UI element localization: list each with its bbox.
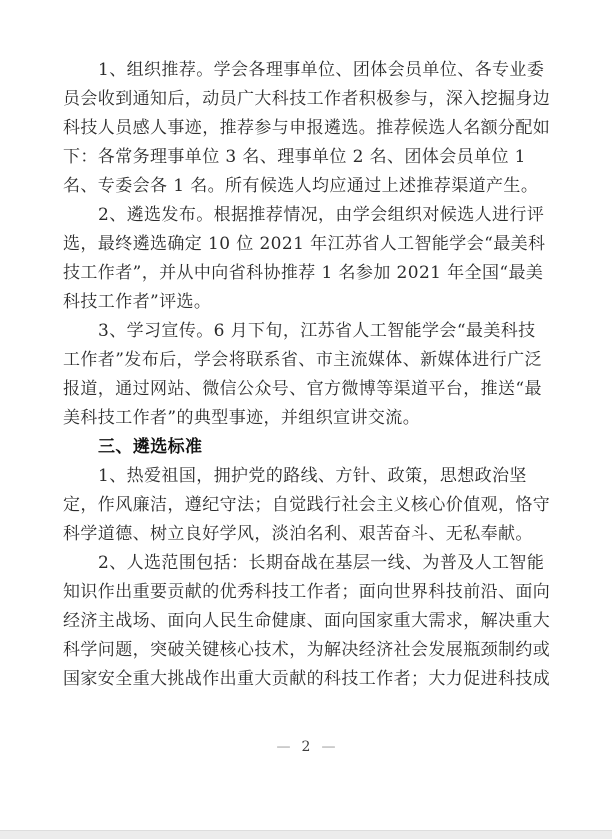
paragraph	[63, 201, 555, 317]
page-footer	[0, 736, 612, 758]
paragraph	[63, 317, 555, 433]
text-line: 名、专委会各 1 名。所有候选人均应通过上述推荐渠道产生。	[63, 176, 539, 196]
text-line: 国家安全重大挑战作出重大贡献的科技工作者；大力促进科技成	[63, 669, 551, 689]
text-line: 经济主战场、面向人民生命健康、面向国家重大需求，解决重大	[63, 611, 551, 631]
text-line: 1、组织推荐。学会各理事单位、团体会员单位、各专业委	[98, 60, 545, 80]
text-line: 2、人选范围包括：长期奋战在基层一线、为普及人工智能	[98, 553, 545, 573]
paragraph	[63, 549, 555, 694]
text-line: 知识作出重要贡献的优秀科技工作者；面向世界科技前沿、面向	[63, 582, 551, 602]
page-number: 2	[301, 739, 311, 755]
footer-left-dash: —	[276, 739, 291, 755]
text-line: 下：各常务理事单位 3 名、理事单位 2 名、团体会员单位 1	[63, 147, 526, 167]
text-line: 2、遴选发布。根据推荐情况，由学会组织对候选人进行评	[98, 205, 545, 225]
document-body	[63, 56, 555, 694]
section-heading	[63, 433, 555, 462]
text-line: 技工作者”，并从中向省科协推荐 1 名参加 2021 年全国“最美	[63, 263, 544, 283]
text-line: 科技人员感人事迹，推荐参与申报遴选。推荐候选人名额分配如	[63, 118, 551, 138]
text-line: 美科技工作者”的典型事迹，并组织宣讲交流。	[63, 408, 421, 428]
viewer-bottom-edge	[0, 830, 612, 839]
text-line: 三、遴选标准	[98, 437, 203, 457]
text-line: 定，作风廉洁，遵纪守法；自觉践行社会主义核心价值观，恪守	[63, 495, 551, 515]
paragraph	[63, 462, 555, 549]
text-line: 3、学习宣传。6 月下旬，江苏省人工智能学会“最美科技	[98, 321, 536, 341]
text-line: 科学问题，突破关键核心技术，为解决经济社会发展瓶颈制约或	[63, 640, 551, 660]
text-line: 1、热爱祖国，拥护党的路线、方针、政策，思想政治坚	[98, 466, 527, 486]
paragraph	[63, 56, 555, 201]
text-line: 员会收到通知后，动员广大科技工作者积极参与，深入挖掘身边	[63, 89, 551, 109]
text-line: 工作者”发布后，学会将联系省、市主流媒体、新媒体进行广泛	[63, 350, 542, 370]
footer-right-dash: —	[321, 739, 336, 755]
text-line: 科学道德、树立良好学风，淡泊名利、艰苦奋斗、无私奉献。	[63, 524, 533, 544]
text-line: 报道，通过网站、微信公众号、官方微博等渠道平台，推送“最	[63, 379, 542, 399]
text-line: 科技工作者”评选。	[63, 292, 212, 312]
text-line: 选，最终遴选确定 10 位 2021 年江苏省人工智能学会“最美科	[63, 234, 546, 254]
